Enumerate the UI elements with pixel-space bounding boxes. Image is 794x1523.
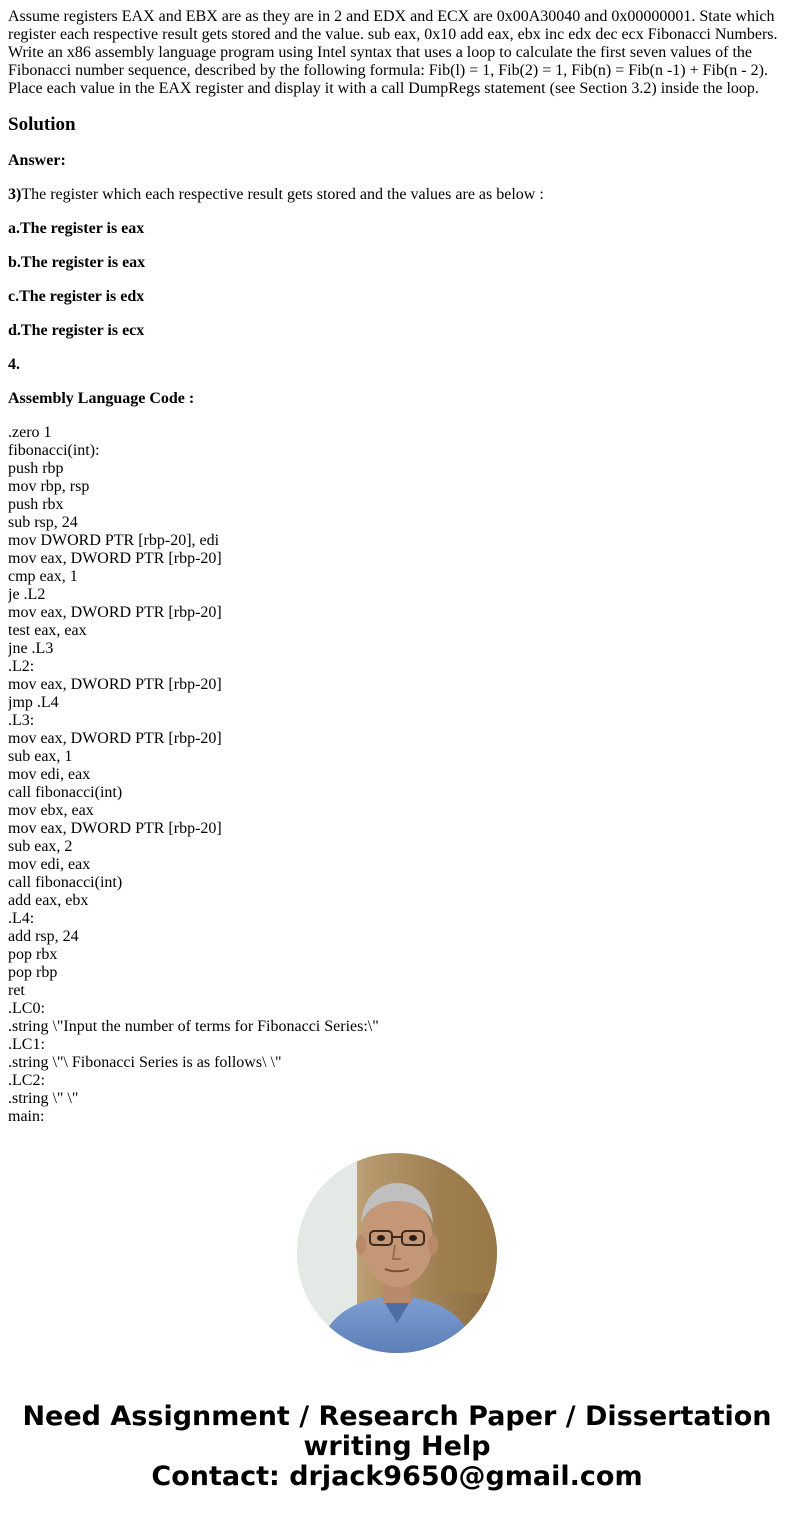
part-3-number: 3): [8, 186, 22, 203]
code-heading: Assembly Language Code :: [8, 390, 195, 407]
code-line: je .L2: [8, 586, 46, 603]
promo-banner: [0, 1402, 794, 1492]
code-line: mov eax, DWORD PTR [rbp-20]: [8, 730, 222, 747]
code-line: .zero 1: [8, 424, 52, 441]
code-line: add eax, ebx: [8, 892, 89, 909]
code-line: push rbp: [8, 460, 64, 477]
code-line: pop rbx: [8, 946, 58, 963]
code-line: cmp eax, 1: [8, 568, 78, 585]
code-line: fibonacci(int):: [8, 442, 100, 459]
code-line: .string \"\ Fibonacci Series is as follows\ \": [8, 1054, 282, 1071]
code-line: jne .L3: [8, 640, 54, 657]
answer-label: Answer:: [8, 152, 66, 169]
promo-line-2: writing Help: [303, 1431, 491, 1462]
code-line: sub eax, 2: [8, 838, 73, 855]
code-line: mov eax, DWORD PTR [rbp-20]: [8, 820, 222, 837]
solution-document: [8, 8, 786, 1122]
code-line: .LC1:: [8, 1036, 45, 1053]
code-line: .string \" \": [8, 1090, 79, 1107]
code-line: .L3:: [8, 712, 35, 729]
code-line: .L2:: [8, 658, 35, 675]
code-line: call fibonacci(int): [8, 874, 123, 891]
code-line: mov edi, eax: [8, 856, 91, 873]
code-line: mov eax, DWORD PTR [rbp-20]: [8, 550, 222, 567]
assembly-code-block: [8, 424, 786, 1122]
code-line: push rbx: [8, 496, 64, 513]
part-3-text: The register which each respective result gets stored and the values are as below :: [21, 186, 544, 203]
code-line: sub eax, 1: [8, 748, 73, 765]
code-line: mov eax, DWORD PTR [rbp-20]: [8, 604, 222, 621]
code-line: jmp .L4: [8, 694, 59, 711]
person-portrait-icon: [297, 1153, 497, 1353]
code-line: main:: [8, 1108, 45, 1122]
register-answer-d: d.The register is ecx: [8, 322, 145, 339]
part-3-intro: [8, 186, 786, 204]
register-answer-c: c.The register is edx: [8, 288, 145, 305]
code-line: .L4:: [8, 910, 35, 927]
code-line: add rsp, 24: [8, 928, 79, 945]
code-line: pop rbp: [8, 964, 58, 981]
question-text: Assume registers EAX and EBX are as they are in 2 and EDX and ECX are 0x00A30040 and 0x00000001. State which register each respective result gets stored and the value. sub eax, 0x10 add eax, ebx inc edx dec ecx Fibonacci Numbers. Write an x86 assembly language program using Intel syntax that uses a loop to calculate the first seven values of the Fibonacci number sequence, described by the following formula: Fib(l) = 1, Fib(2) = 1, Fib(n) = Fib(n -1) + Fib(n - 2). Place each value in the EAX register and display it with a call DumpRegs statement (see Section 3.2) inside the loop.: [8, 8, 778, 97]
code-line: test eax, eax: [8, 622, 87, 639]
code-line: mov DWORD PTR [rbp-20], edi: [8, 532, 220, 549]
register-answer-a: a.The register is eax: [8, 220, 145, 237]
code-line: .string \"Input the number of terms for Fibonacci Series:\": [8, 1018, 379, 1035]
code-line: mov rbp, rsp: [8, 478, 90, 495]
promo-contact: Contact: drjack9650@gmail.com: [151, 1461, 643, 1492]
author-avatar: [297, 1153, 497, 1353]
register-answer-b: b.The register is eax: [8, 254, 146, 271]
code-line: mov ebx, eax: [8, 802, 94, 819]
code-line: sub rsp, 24: [8, 514, 78, 531]
code-line: .LC2:: [8, 1072, 45, 1089]
code-line: .LC0:: [8, 1000, 45, 1017]
code-line: call fibonacci(int): [8, 784, 123, 801]
part-4-number: 4.: [8, 356, 20, 373]
code-line: ret: [8, 982, 25, 999]
code-line: mov eax, DWORD PTR [rbp-20]: [8, 676, 222, 693]
promo-line-1: Need Assignment / Research Paper / Dissertation: [22, 1401, 772, 1432]
solution-heading: Solution: [8, 114, 76, 135]
code-line: mov edi, eax: [8, 766, 91, 783]
